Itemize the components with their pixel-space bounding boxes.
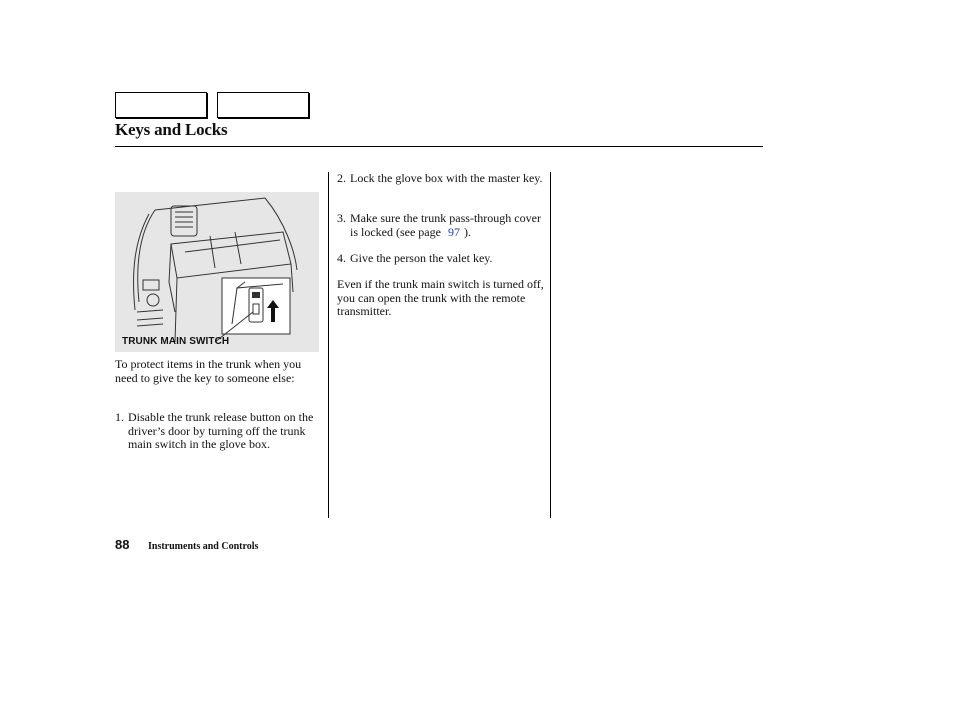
page-link[interactable]: 97 — [447, 224, 460, 239]
step-text: Disable the trunk release button on the driver’s door by turning off the trunk main switch in the glove box. — [128, 410, 314, 451]
step-text — [350, 212, 547, 239]
step-number: 4. — [337, 251, 346, 265]
nav-button-next[interactable] — [217, 92, 309, 118]
step-text-before: Make sure the trunk pass-through cover is locked (see page — [350, 211, 541, 239]
title-divider — [115, 146, 763, 147]
step-number: 2. — [337, 171, 346, 185]
section-name: Instruments and Controls — [148, 541, 259, 552]
trunk-switch-figure — [115, 192, 319, 352]
step-number: 1. — [115, 410, 124, 424]
figure-caption: TRUNK MAIN SWITCH — [122, 336, 230, 347]
nav-button-previous[interactable] — [115, 92, 207, 118]
step-text-after: ). — [463, 224, 471, 239]
note-paragraph: Even if the trunk main switch is turned off, you can open the trunk with the remote transmitter. — [337, 277, 544, 318]
glove-box-illustration-icon — [115, 192, 319, 352]
intro-paragraph: To protect items in the trunk when you need to give the key to someone else: — [115, 357, 302, 385]
step-text: Give the person the valet key. — [350, 251, 493, 265]
column-divider-1 — [328, 172, 329, 518]
page-title: Keys and Locks — [115, 120, 228, 139]
step-number: 3. — [337, 211, 346, 225]
column-divider-2 — [550, 172, 551, 518]
step-text: Lock the glove box with the master key. — [350, 171, 543, 185]
page-number: 88 — [115, 537, 130, 552]
